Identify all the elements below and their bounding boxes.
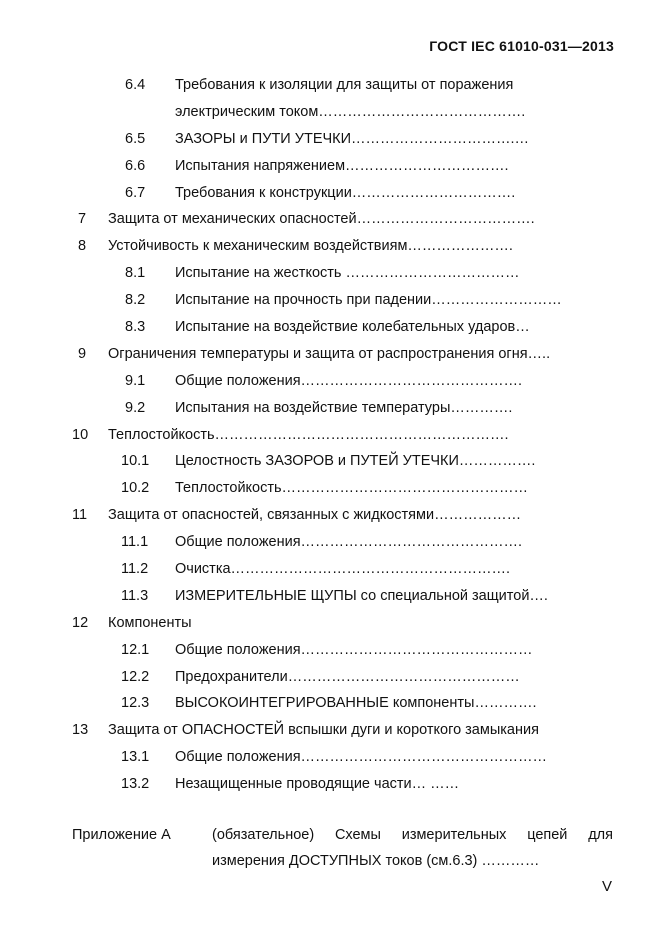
toc-number: 13.1 <box>121 749 150 766</box>
toc-title: Защита от опасностей, связанных с жидкостями……………… <box>108 507 522 524</box>
toc-subsection <box>0 287 661 314</box>
toc-title: Предохранители………………………………………… <box>175 668 520 685</box>
toc-subsection <box>0 368 661 395</box>
toc-subsection <box>0 771 661 798</box>
toc-subsection <box>0 637 661 664</box>
toc-title: Незащищенные проводящие части… …… <box>175 776 460 793</box>
toc-section <box>0 717 661 744</box>
toc-number: 11.3 <box>121 587 149 604</box>
toc-subsection <box>0 72 661 99</box>
toc-title: ВЫСОКОИНТЕГРИРОВАННЫЕ компоненты…………. <box>175 695 537 712</box>
toc-number: 10 <box>72 426 89 443</box>
toc-number: 12.2 <box>121 668 150 685</box>
toc-number: 6.4 <box>125 77 146 93</box>
annex-description <box>212 822 613 874</box>
toc-section <box>0 422 661 449</box>
toc-title: электрическим током……………………………………. <box>175 103 526 120</box>
toc-number: 8.1 <box>125 265 146 282</box>
toc-title: Общие положения………………………………………. <box>175 534 523 551</box>
toc-subsection <box>0 664 661 691</box>
toc-subsection <box>0 126 661 153</box>
toc-title: Теплостойкость……………………………………………………. <box>108 426 509 443</box>
toc-subsection <box>0 556 661 583</box>
annex-word: для <box>588 827 613 843</box>
toc-number: 10.1 <box>121 453 150 470</box>
toc-title: Требования к изоляции для защиты от поражения <box>175 77 514 93</box>
toc-section <box>0 233 661 260</box>
toc-number: 9.2 <box>125 399 146 416</box>
toc-number: 8.2 <box>125 292 146 309</box>
toc-subsection <box>0 744 661 771</box>
annex-word: (обязательное) <box>212 827 315 843</box>
toc-number: 13 <box>72 722 89 739</box>
toc-subsection <box>0 475 661 502</box>
toc-number: 8.3 <box>125 319 146 336</box>
toc-title: Устойчивость к механическим воздействиям…………………. <box>108 238 513 255</box>
toc-number: 10.2 <box>121 480 150 497</box>
toc-subsection <box>0 180 661 207</box>
toc-title: Защита от механических опасностей………………………………. <box>108 211 535 228</box>
toc-title: Испытания на воздействие температуры…………. <box>175 399 513 416</box>
toc-title: Испытание на воздействие колебательных ударов… <box>175 319 530 336</box>
toc-number: 9 <box>78 345 87 362</box>
annex-label: Приложение А <box>72 827 171 843</box>
toc-subsection <box>0 314 661 341</box>
toc-subsection <box>0 260 661 287</box>
toc-number: 11.1 <box>121 534 149 551</box>
toc-title: Общие положения…………………………………………… <box>175 749 548 766</box>
toc-title: Испытание на прочность при падении……………………… <box>175 292 562 309</box>
toc-title: Целостность ЗАЗОРОВ и ПУТЕЙ УТЕЧКИ……………. <box>175 453 536 470</box>
toc-title: Общие положения………………………………………. <box>175 372 523 389</box>
toc-title: Ограничения температуры и защита от распространения огня….. <box>108 345 551 362</box>
toc-number: 11 <box>72 507 88 524</box>
toc-title: ЗАЗОРЫ и ПУТИ УТЕЧКИ…………………………….… <box>175 130 530 147</box>
toc-number: 6.7 <box>125 184 146 201</box>
toc-number: 8 <box>78 238 87 255</box>
toc-title: Требования к конструкции……………………………. <box>175 184 516 201</box>
toc-title: Испытания напряжением……………………………. <box>175 157 509 174</box>
table-of-contents <box>0 72 661 798</box>
toc-section <box>0 206 661 233</box>
toc-section <box>0 610 661 637</box>
toc-number: 12.1 <box>121 641 150 658</box>
toc-number: 7 <box>78 211 87 228</box>
annex-word: цепей <box>527 827 568 843</box>
toc-number: 12 <box>72 614 89 631</box>
toc-number: 9.1 <box>125 372 146 389</box>
annex-line-2: измерения ДОСТУПНЫХ токов (см.6.3) ………… <box>212 853 540 869</box>
toc-number: 11.2 <box>121 561 149 578</box>
toc-number: 6.6 <box>125 157 146 174</box>
toc-title: Компоненты <box>108 614 192 631</box>
toc-section <box>0 502 661 529</box>
toc-title: Общие положения………………………………………… <box>175 641 533 658</box>
toc-title: ИЗМЕРИТЕЛЬНЫЕ ЩУПЫ со специальной защитой…. <box>175 587 548 604</box>
toc-subsection <box>0 395 661 422</box>
toc-title: Защита от ОПАСНОСТЕЙ вспышки дуги и короткого замыкания <box>108 722 539 739</box>
toc-subsection <box>0 153 661 180</box>
toc-number: 13.2 <box>121 776 150 793</box>
page-number: V <box>601 878 612 895</box>
toc-subsection <box>0 583 661 610</box>
toc-number: 6.5 <box>125 130 146 147</box>
toc-title: Испытание на жесткость ……………………………… <box>175 265 520 282</box>
toc-title: Очистка…………………………………………………. <box>175 561 511 578</box>
annex-word: измерительных <box>401 827 507 843</box>
toc-number: 12.3 <box>121 695 150 712</box>
toc-subsection <box>0 448 661 475</box>
toc-subsection <box>0 529 661 556</box>
toc-section <box>0 341 661 368</box>
toc-subsection <box>0 690 661 717</box>
toc-subsection <box>0 99 661 126</box>
toc-title: Теплостойкость…………………………………………… <box>175 480 529 497</box>
annex-word: Схемы <box>334 827 381 843</box>
document-header: ГОСТ IEC 61010-031—2013 <box>429 38 614 54</box>
annex-line-1 <box>212 822 613 848</box>
